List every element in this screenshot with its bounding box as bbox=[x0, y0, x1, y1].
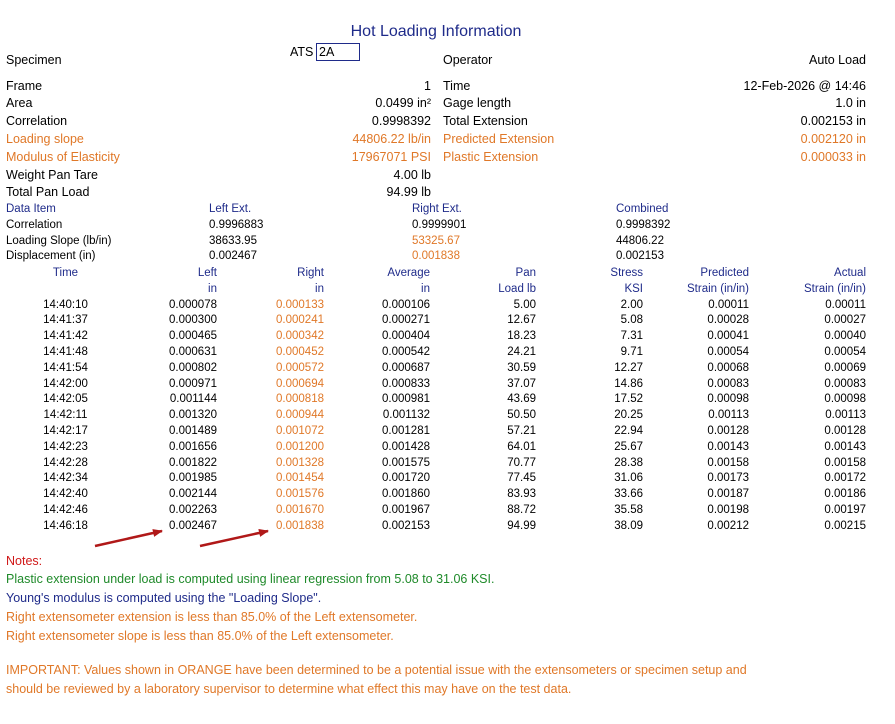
table-cell: 0.00198 bbox=[707, 503, 749, 516]
table-cell: 0.000694 bbox=[276, 377, 324, 390]
note-line: Right extensometer slope is less than 85.0% of the Left extensometer. bbox=[6, 629, 394, 643]
table-cell: 0.00054 bbox=[707, 345, 749, 358]
ext-row-combined: 0.002153 bbox=[616, 250, 664, 262]
table-cell: 22.94 bbox=[614, 424, 643, 437]
column-header: Actual bbox=[834, 267, 866, 279]
table-cell: 0.002467 bbox=[169, 519, 217, 532]
note-line: Right extensometer extension is less than 85.0% of the Left extensometer. bbox=[6, 610, 418, 624]
table-cell: 0.002263 bbox=[169, 503, 217, 516]
field-value-modulus: 17967071 PSI bbox=[351, 150, 431, 164]
table-cell: 94.99 bbox=[507, 519, 536, 532]
table-cell: 0.000271 bbox=[382, 314, 430, 327]
table-cell: 64.01 bbox=[507, 440, 536, 453]
field-label-plastic-extension: Plastic Extension bbox=[443, 150, 539, 164]
table-cell: 83.93 bbox=[507, 488, 536, 501]
specimen-prefix: ATS bbox=[290, 45, 314, 59]
ext-row-left: 0.9996883 bbox=[209, 219, 264, 231]
ext-row-left: 0.002467 bbox=[209, 250, 257, 262]
field-value-time: 12-Feb-2026 @ 14:46 bbox=[743, 79, 866, 93]
important-note-line: IMPORTANT: Values shown in ORANGE have been determined to be a potential issue with the extensometers or specimen setup and bbox=[6, 663, 747, 677]
table-cell: 9.71 bbox=[620, 345, 643, 358]
table-cell: 0.001822 bbox=[169, 456, 217, 469]
table-cell: 35.58 bbox=[614, 503, 643, 516]
table-cell: 0.00197 bbox=[824, 503, 866, 516]
arrow-right-ext bbox=[200, 531, 268, 546]
table-cell: 0.001072 bbox=[276, 424, 324, 437]
table-cell: 0.00098 bbox=[824, 393, 866, 406]
table-cell: 0.000465 bbox=[169, 330, 217, 343]
table-cell: 30.59 bbox=[507, 361, 536, 374]
table-cell: 0.000300 bbox=[169, 314, 217, 327]
table-cell: 31.06 bbox=[614, 472, 643, 485]
ext-row-right: 53325.67 bbox=[412, 235, 460, 247]
table-cell: 0.001575 bbox=[382, 456, 430, 469]
column-header: in bbox=[208, 282, 217, 295]
ext-header-right: Right Ext. bbox=[412, 203, 462, 215]
table-cell: 14:42:00 bbox=[43, 377, 88, 390]
arrow-left-ext bbox=[95, 531, 162, 546]
table-cell: 0.000133 bbox=[276, 298, 324, 311]
table-cell: 12.27 bbox=[614, 361, 643, 374]
table-cell: 24.21 bbox=[507, 345, 536, 358]
table-cell: 0.00040 bbox=[824, 330, 866, 343]
field-label-frame: Frame bbox=[6, 79, 43, 93]
table-cell: 0.00113 bbox=[708, 409, 749, 422]
table-cell: 20.25 bbox=[614, 409, 643, 422]
column-header: in bbox=[421, 282, 430, 295]
table-cell: 57.21 bbox=[507, 424, 536, 437]
field-label-total-extension: Total Extension bbox=[443, 114, 528, 128]
table-cell: 0.00083 bbox=[824, 377, 866, 390]
column-header: Time bbox=[52, 267, 79, 279]
table-cell: 0.00128 bbox=[707, 424, 749, 437]
ext-header-left: Left Ext. bbox=[209, 203, 252, 215]
table-cell: 0.000078 bbox=[169, 298, 217, 311]
field-value-pan-load: 94.99 lb bbox=[386, 185, 431, 199]
table-cell: 0.00172 bbox=[824, 472, 866, 485]
table-cell: 0.001328 bbox=[276, 456, 324, 469]
table-cell: 0.000981 bbox=[382, 393, 430, 406]
table-cell: 0.001670 bbox=[276, 503, 324, 516]
table-cell: 0.000572 bbox=[276, 361, 324, 374]
table-cell: 0.001454 bbox=[276, 472, 324, 485]
column-header: in bbox=[315, 282, 324, 295]
column-header: Strain (in/in) bbox=[804, 282, 866, 295]
ext-row-right: 0.9999901 bbox=[412, 219, 467, 231]
column-header: Predicted bbox=[700, 267, 749, 279]
field-value-gage-length: 1.0 in bbox=[835, 96, 866, 110]
table-cell: 0.001200 bbox=[276, 440, 324, 453]
table-cell: 0.00143 bbox=[707, 440, 749, 453]
table-cell: 0.000631 bbox=[169, 345, 217, 358]
table-cell: 0.00187 bbox=[707, 488, 749, 501]
field-label-gage-length: Gage length bbox=[443, 96, 512, 110]
field-value-frame: 1 bbox=[424, 79, 431, 93]
table-cell: 43.69 bbox=[507, 393, 536, 406]
table-cell: 0.001720 bbox=[382, 472, 430, 485]
table-cell: 0.00098 bbox=[707, 393, 749, 406]
table-cell: 17.52 bbox=[614, 393, 643, 406]
table-cell: 0.000944 bbox=[276, 409, 324, 422]
table-cell: 14:40:10 bbox=[43, 298, 88, 311]
field-label-area: Area bbox=[6, 96, 33, 110]
table-cell: 0.00113 bbox=[825, 409, 866, 422]
field-label-loading-slope: Loading slope bbox=[6, 132, 84, 146]
ext-row-label: Loading Slope (lb/in) bbox=[6, 235, 112, 247]
operator-value: Auto Load bbox=[809, 53, 866, 67]
field-value-area: 0.0499 in² bbox=[375, 96, 431, 110]
column-header: Pan bbox=[515, 267, 536, 279]
table-cell: 0.001838 bbox=[276, 519, 324, 532]
table-cell: 77.45 bbox=[507, 472, 536, 485]
table-cell: 0.00011 bbox=[825, 298, 866, 311]
operator-label: Operator bbox=[443, 53, 493, 67]
table-cell: 88.72 bbox=[507, 503, 536, 516]
table-cell: 14:41:48 bbox=[43, 345, 88, 358]
table-cell: 0.000802 bbox=[169, 361, 217, 374]
page-title: Hot Loading Information bbox=[350, 23, 522, 40]
ext-row-combined: 44806.22 bbox=[616, 235, 664, 247]
table-cell: 33.66 bbox=[614, 488, 643, 501]
notes-heading: Notes: bbox=[6, 554, 43, 568]
table-cell: 14:42:28 bbox=[43, 456, 88, 469]
table-cell: 0.00028 bbox=[707, 314, 749, 327]
table-cell: 0.001428 bbox=[382, 440, 430, 453]
table-cell: 14:42:34 bbox=[43, 472, 88, 485]
table-cell: 70.77 bbox=[507, 456, 536, 469]
table-cell: 25.67 bbox=[614, 440, 643, 453]
column-header: Right bbox=[297, 267, 324, 279]
table-cell: 0.001576 bbox=[276, 488, 324, 501]
table-cell: 14:41:54 bbox=[43, 361, 88, 374]
table-cell: 0.002144 bbox=[169, 488, 217, 501]
table-cell: 0.000452 bbox=[276, 345, 324, 358]
table-cell: 14:42:11 bbox=[43, 409, 88, 422]
table-cell: 0.00128 bbox=[824, 424, 866, 437]
column-header: Stress bbox=[610, 267, 643, 279]
table-cell: 0.00054 bbox=[824, 345, 866, 358]
field-value-predicted-extension: 0.002120 in bbox=[800, 132, 866, 146]
ext-header-data-item: Data Item bbox=[6, 203, 56, 215]
table-cell: 14:42:23 bbox=[43, 440, 88, 453]
table-cell: 0.000687 bbox=[382, 361, 430, 374]
field-label-correlation: Correlation bbox=[6, 114, 68, 128]
table-cell: 0.000833 bbox=[382, 377, 430, 390]
column-header: Average bbox=[387, 267, 430, 279]
important-note-line: should be reviewed by a laboratory supervisor to determine what effect this may have on the test data. bbox=[6, 682, 572, 696]
field-value-loading-slope: 44806.22 lb/in bbox=[352, 132, 431, 146]
table-cell: 14:42:17 bbox=[43, 424, 88, 437]
table-cell: 38.09 bbox=[614, 519, 643, 532]
field-label-pan-load: Total Pan Load bbox=[6, 185, 90, 199]
table-cell: 0.001656 bbox=[169, 440, 217, 453]
table-cell: 7.31 bbox=[620, 330, 643, 343]
table-cell: 0.001967 bbox=[382, 503, 430, 516]
ext-row-right: 0.001838 bbox=[412, 250, 460, 262]
table-cell: 0.001132 bbox=[382, 409, 430, 422]
ext-row-combined: 0.9998392 bbox=[616, 219, 671, 231]
table-cell: 0.00158 bbox=[824, 456, 866, 469]
table-cell: 0.000342 bbox=[276, 330, 324, 343]
field-label-predicted-extension: Predicted Extension bbox=[443, 132, 555, 146]
table-cell: 0.00158 bbox=[707, 456, 749, 469]
table-cell: 2.00 bbox=[620, 298, 643, 311]
field-value-plastic-extension: 0.000033 in bbox=[800, 150, 866, 164]
column-header: Load lb bbox=[498, 282, 536, 295]
table-cell: 0.000106 bbox=[382, 298, 430, 311]
field-label-modulus: Modulus of Elasticity bbox=[6, 150, 120, 164]
table-cell: 0.00069 bbox=[824, 361, 866, 374]
table-cell: 12.67 bbox=[507, 314, 536, 327]
specimen-label: Specimen bbox=[6, 53, 62, 67]
column-header: Left bbox=[197, 267, 217, 279]
table-cell: 0.002153 bbox=[382, 519, 430, 532]
note-line: Plastic extension under load is computed using linear regression from 5.08 to 31.06 KSI. bbox=[6, 572, 495, 586]
note-line: Young's modulus is computed using the "Loading Slope". bbox=[6, 591, 322, 605]
table-cell: 0.001985 bbox=[169, 472, 217, 485]
table-cell: 0.001320 bbox=[169, 409, 217, 422]
column-header: Strain (in/in) bbox=[687, 282, 749, 295]
column-header: KSI bbox=[624, 282, 643, 295]
table-cell: 0.001489 bbox=[169, 424, 217, 437]
table-cell: 18.23 bbox=[507, 330, 536, 343]
field-value-correlation: 0.9998392 bbox=[371, 114, 431, 128]
table-cell: 37.07 bbox=[507, 377, 536, 390]
table-cell: 5.08 bbox=[620, 314, 643, 327]
field-label-time: Time bbox=[443, 79, 471, 93]
table-cell: 50.50 bbox=[507, 409, 536, 422]
table-cell: 0.001144 bbox=[169, 393, 217, 406]
table-cell: 0.00011 bbox=[708, 298, 749, 311]
table-cell: 0.001860 bbox=[382, 488, 430, 501]
table-cell: 14:42:05 bbox=[43, 393, 88, 406]
table-cell: 5.00 bbox=[513, 298, 536, 311]
table-cell: 0.00041 bbox=[707, 330, 749, 343]
table-cell: 14:41:37 bbox=[43, 314, 88, 327]
table-cell: 0.00027 bbox=[824, 314, 866, 327]
table-cell: 28.38 bbox=[614, 456, 643, 469]
table-cell: 0.000404 bbox=[382, 330, 430, 343]
table-cell: 0.00068 bbox=[707, 361, 749, 374]
field-value-total-extension: 0.002153 in bbox=[800, 114, 866, 128]
table-cell: 0.000542 bbox=[382, 345, 430, 358]
table-cell: 0.00083 bbox=[707, 377, 749, 390]
table-cell: 0.000241 bbox=[276, 314, 324, 327]
ext-row-label: Correlation bbox=[6, 219, 63, 231]
table-cell: 14:46:18 bbox=[43, 519, 88, 532]
table-cell: 0.00212 bbox=[707, 519, 749, 532]
table-cell: 14:42:40 bbox=[43, 488, 88, 501]
field-label-pan-tare: Weight Pan Tare bbox=[6, 168, 98, 182]
ext-header-combined: Combined bbox=[616, 203, 669, 215]
table-cell: 0.001281 bbox=[382, 424, 430, 437]
table-cell: 14.86 bbox=[614, 377, 643, 390]
table-cell: 14:42:46 bbox=[43, 503, 88, 516]
field-value-pan-tare: 4.00 lb bbox=[393, 168, 431, 182]
ext-row-label: Displacement (in) bbox=[6, 250, 96, 262]
table-cell: 0.000818 bbox=[276, 393, 324, 406]
table-cell: 14:41:42 bbox=[43, 330, 88, 343]
table-cell: 0.00173 bbox=[707, 472, 749, 485]
table-cell: 0.00215 bbox=[824, 519, 866, 532]
table-cell: 0.00186 bbox=[824, 488, 866, 501]
ext-row-left: 38633.95 bbox=[209, 235, 257, 247]
table-cell: 0.000971 bbox=[169, 377, 217, 390]
table-cell: 0.00143 bbox=[824, 440, 866, 453]
